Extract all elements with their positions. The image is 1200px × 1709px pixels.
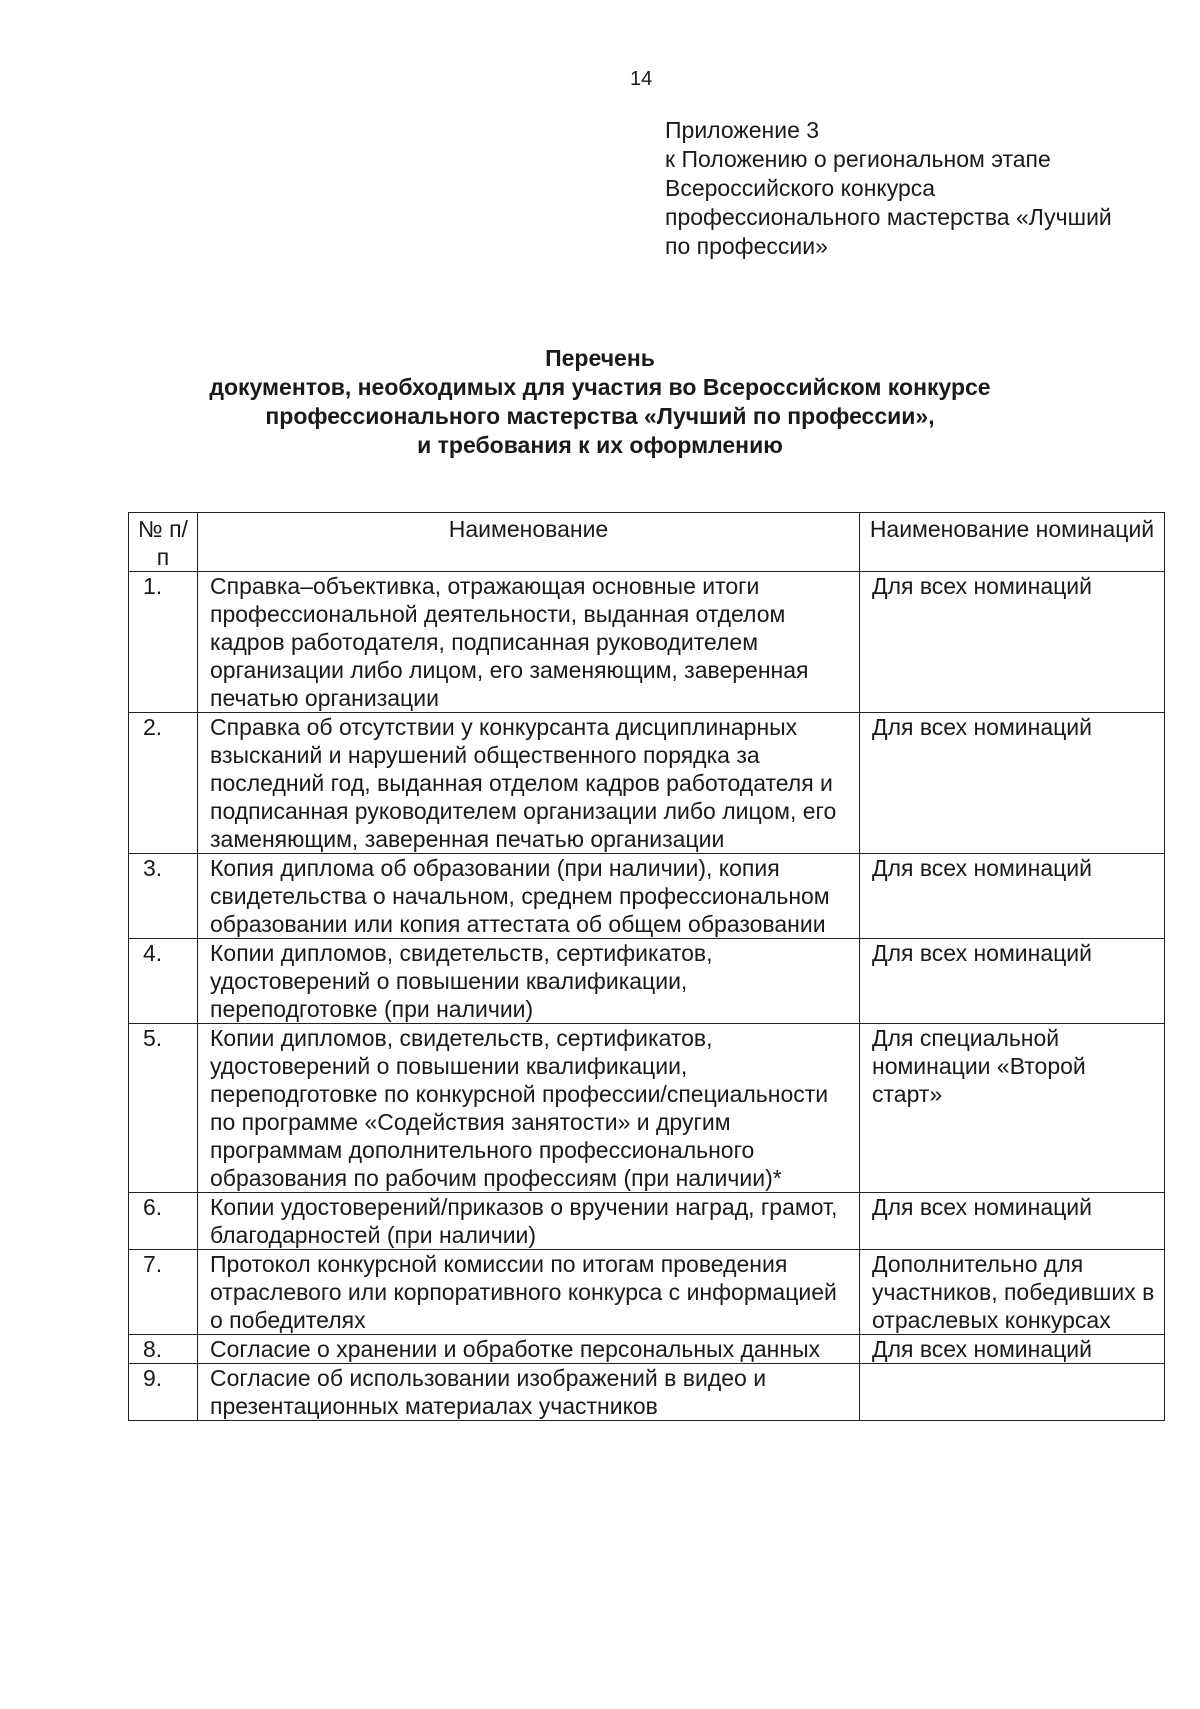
- appendix-line: к Положению о региональном этапе: [665, 146, 1051, 172]
- page-number: 14: [630, 68, 653, 90]
- row-nomination: Для специальной номинации «Второй старт»: [860, 1024, 1165, 1193]
- row-number: 5.: [129, 1024, 198, 1193]
- table-row: [129, 854, 1165, 939]
- document-title: [0, 344, 1200, 460]
- table-row: [129, 1364, 1165, 1421]
- row-nomination: Дополнительно для участников, победивших в отраслевых конкурсах: [860, 1250, 1165, 1335]
- row-document-name: Копии удостоверений/приказов о вручении наград, грамот, благодарностей (при наличии): [198, 1193, 860, 1250]
- row-nomination: Для всех номинаций: [860, 1335, 1165, 1364]
- title-line: и требования к их оформлению: [417, 432, 783, 458]
- appendix-header: [665, 116, 1165, 261]
- row-nomination: [860, 1364, 1165, 1421]
- row-number: 3.: [129, 854, 198, 939]
- header-number: № п/п: [129, 513, 198, 572]
- row-nomination: Для всех номинаций: [860, 572, 1165, 713]
- row-document-name: Копии дипломов, свидетельств, сертификатов, удостоверений о повышении квалификации, переподготовке (при наличии): [198, 939, 860, 1024]
- row-document-name: Справка–объективка, отражающая основные итоги профессиональной деятельности, выданная отделом кадров работодателя, подписанная руководителем организации либо лицом, его заменяющим, заверенная печатью организации: [198, 572, 860, 713]
- row-document-name: Согласие об использовании изображений в видео и презентационных материалах участников: [198, 1364, 860, 1421]
- table-row: [129, 1193, 1165, 1250]
- row-document-name: Копия диплома об образовании (при наличии), копия свидетельства о начальном, среднем профессиональном образовании или копия аттестата об общем образовании: [198, 854, 860, 939]
- documents-table: [128, 512, 1165, 1421]
- table-row: [129, 713, 1165, 854]
- row-nomination: Для всех номинаций: [860, 1193, 1165, 1250]
- row-document-name: Протокол конкурсной комиссии по итогам проведения отраслевого или корпоративного конкурса с информацией о победителях: [198, 1250, 860, 1335]
- row-number: 1.: [129, 572, 198, 713]
- title-line: Перечень: [545, 345, 655, 371]
- header-nomination: Наименование номинаций: [860, 513, 1165, 572]
- row-number: 9.: [129, 1364, 198, 1421]
- appendix-line: по профессии»: [665, 233, 828, 259]
- table-header-row: [129, 513, 1165, 572]
- table-row: [129, 939, 1165, 1024]
- row-number: 6.: [129, 1193, 198, 1250]
- header-name: Наименование: [198, 513, 860, 572]
- row-number: 2.: [129, 713, 198, 854]
- appendix-line: профессионального мастерства «Лучший: [665, 204, 1112, 230]
- table-row: [129, 572, 1165, 713]
- table-row: [129, 1024, 1165, 1193]
- row-number: 4.: [129, 939, 198, 1024]
- title-line: документов, необходимых для участия во Всероссийском конкурсе: [209, 374, 991, 400]
- row-document-name: Копии дипломов, свидетельств, сертификатов, удостоверений о повышении квалификации, переподготовке по конкурсной профессии/специальности по программе «Содействия занятости» и другим программам дополнительного профессионального образования по рабочим профессиям (при наличии)*: [198, 1024, 860, 1193]
- row-number: 7.: [129, 1250, 198, 1335]
- appendix-line: Всероссийского конкурса: [665, 175, 936, 201]
- row-document-name: Справка об отсутствии у конкурсанта дисциплинарных взысканий и нарушений общественного порядка за последний год, выданная отделом кадров работодателя и подписанная руководителем организации либо лицом, его заменяющим, заверенная печатью организации: [198, 713, 860, 854]
- table-row: [129, 1335, 1165, 1364]
- row-nomination: Для всех номинаций: [860, 854, 1165, 939]
- row-number: 8.: [129, 1335, 198, 1364]
- row-nomination: Для всех номинаций: [860, 939, 1165, 1024]
- row-document-name: Согласие о хранении и обработке персональных данных: [198, 1335, 860, 1364]
- title-line: профессионального мастерства «Лучший по профессии»,: [265, 403, 935, 429]
- row-nomination: Для всех номинаций: [860, 713, 1165, 854]
- table-row: [129, 1250, 1165, 1335]
- appendix-line: Приложение 3: [665, 117, 820, 143]
